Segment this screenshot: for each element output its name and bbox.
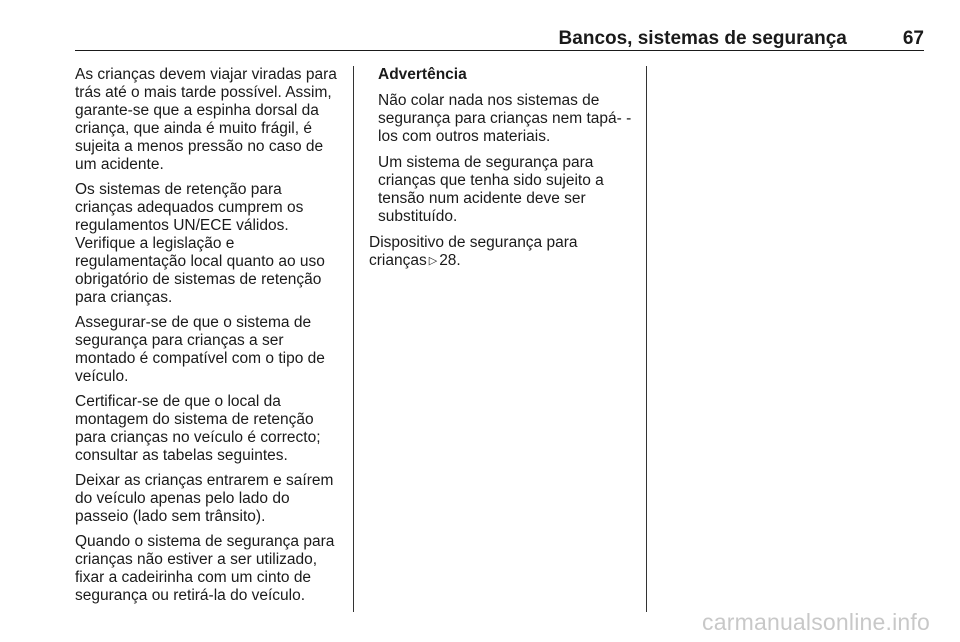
arrow-right-icon: ▷ <box>428 255 438 267</box>
column-divider <box>353 66 354 612</box>
right-column <box>369 66 637 277</box>
page-header <box>75 28 924 50</box>
paragraph: Assegurar-se de que o sistema de segurança para crianças a ser montado é compatível com o tipo de veículo. <box>75 314 325 385</box>
paragraph: Deixar as crianças entrarem e saírem do veículo apenas pelo lado do passeio (lado sem trânsito). <box>75 472 334 525</box>
page-number: 67 <box>902 28 924 49</box>
paragraph: Certificar-se de que o local da montagem do sistema de retenção para crianças no veículo é correcto; consultar as tabelas seguintes. <box>75 393 321 464</box>
paragraph: Os sistemas de retenção para crianças adequados cumprem os regulamentos UN/ECE válidos. Verifique a legislação e regulamentação local quanto ao uso obrigatório de sistemas de retenção para crianças. <box>75 181 325 306</box>
cross-reference-text: Dispositivo de segurança para crianças <box>369 234 578 269</box>
header-rule <box>75 50 924 51</box>
warning-title: Advertência <box>378 66 467 83</box>
cross-reference[interactable] <box>369 234 637 270</box>
warning-paragraph: Não colar nada nos sistemas de segurança para crianças nem tapá- -los com outros materiais. <box>378 92 632 145</box>
column-divider <box>646 66 647 612</box>
watermark: carmanualsonline.info <box>702 609 930 635</box>
paragraph: Quando o sistema de segurança para crianças não estiver a ser utilizado, fixar a cadeirinha com um cinto de segurança ou retirá-la do veículo. <box>75 533 335 604</box>
left-column <box>75 66 343 612</box>
paragraph: As crianças devem viajar viradas para trás até o mais tarde possível. Assim, garante-se que a espinha dorsal da criança, que ainda é muito frágil, é sujeita a menos pressão no caso de um acidente. <box>75 66 337 173</box>
warning-paragraph: Um sistema de segurança para crianças que tenha sido sujeito a tensão num acidente deve ser substituído. <box>378 154 604 225</box>
cross-reference-page[interactable]: 28. <box>439 252 461 269</box>
section-title: Bancos, sistemas de segurança <box>558 28 847 49</box>
warning-box <box>369 66 637 226</box>
